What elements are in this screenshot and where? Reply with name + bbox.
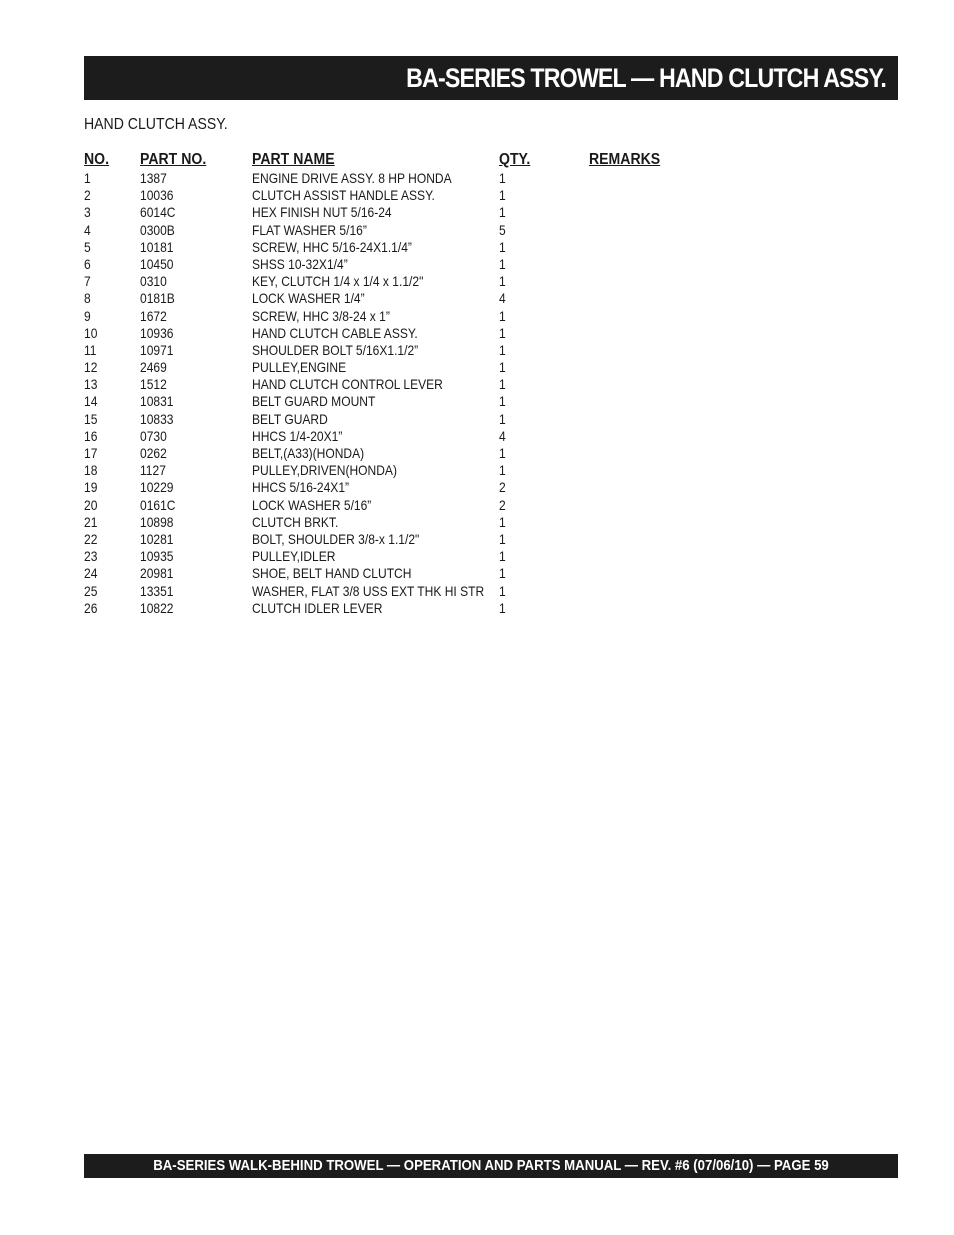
row-part-no: 1387 xyxy=(140,170,167,186)
table-row xyxy=(84,222,784,239)
row-qty: 1 xyxy=(499,599,506,616)
row-part-no: 10450 xyxy=(140,255,174,272)
row-part-no: 10833 xyxy=(140,410,174,427)
column-header-qty: QTY. xyxy=(499,151,531,168)
table-row xyxy=(84,411,784,428)
row-part-name: ENGINE DRIVE ASSY. 8 HP HONDA xyxy=(252,170,452,186)
row-part-name: LOCK WASHER 5/16” xyxy=(252,496,372,513)
row-number: 8 xyxy=(84,290,91,307)
table-row xyxy=(84,256,784,273)
row-part-name: SHOULDER BOLT 5/16X1.1/2” xyxy=(252,341,419,358)
row-qty: 1 xyxy=(499,341,506,358)
table-row xyxy=(84,479,784,496)
table-row xyxy=(84,548,784,565)
row-part-no: 20981 xyxy=(140,565,174,582)
row-part-no: 10898 xyxy=(140,513,174,530)
row-part-no: 6014C xyxy=(140,204,176,221)
row-qty: 1 xyxy=(499,324,506,341)
row-number: 4 xyxy=(84,221,91,238)
column-header-no: NO. xyxy=(84,151,110,168)
table-row xyxy=(84,565,784,582)
table-row xyxy=(84,342,784,359)
table-row xyxy=(84,600,784,617)
row-number: 11 xyxy=(84,341,97,358)
table-row xyxy=(84,325,784,342)
row-part-name: SCREW, HHC 5/16-24X1.1/4” xyxy=(252,238,412,255)
row-qty: 1 xyxy=(499,462,506,479)
table-row xyxy=(84,308,784,325)
row-qty: 4 xyxy=(499,290,506,307)
row-qty: 5 xyxy=(499,221,506,238)
row-number: 10 xyxy=(84,324,98,341)
table-row xyxy=(84,514,784,531)
parts-table-header xyxy=(84,150,784,170)
row-part-no: 10822 xyxy=(140,599,174,616)
row-number: 12 xyxy=(84,359,98,376)
row-part-name: HEX FINISH NUT 5/16-24 xyxy=(252,204,392,221)
row-part-name: CLUTCH ASSIST HANDLE ASSY. xyxy=(252,187,435,204)
row-part-no: 0730 xyxy=(140,427,167,444)
row-qty: 1 xyxy=(499,565,506,582)
parts-table xyxy=(84,150,784,617)
row-part-no: 10229 xyxy=(140,479,174,496)
row-number: 26 xyxy=(84,599,98,616)
row-part-name: FLAT WASHER 5/16” xyxy=(252,221,367,238)
row-number: 6 xyxy=(84,255,91,272)
row-part-name: BELT GUARD xyxy=(252,410,328,427)
row-number: 19 xyxy=(84,479,98,496)
row-number: 1 xyxy=(84,170,91,186)
row-qty: 1 xyxy=(499,445,506,461)
row-part-no: 10936 xyxy=(140,324,174,341)
table-row xyxy=(84,187,784,204)
row-part-name: SCREW, HHC 3/8-24 x 1” xyxy=(252,307,390,324)
table-row xyxy=(84,273,784,290)
row-part-name: HHCS 1/4-20X1” xyxy=(252,427,343,444)
table-row xyxy=(84,428,784,445)
row-qty: 2 xyxy=(499,479,506,496)
row-part-no: 10281 xyxy=(140,530,174,547)
row-number: 7 xyxy=(84,273,91,290)
table-row xyxy=(84,462,784,479)
row-part-no: 1127 xyxy=(140,462,166,479)
row-part-name: CLUTCH BRKT. xyxy=(252,513,339,530)
page-footer: BA-SERIES WALK-BEHIND TROWEL — OPERATION AND PARTS MANUAL — REV. #6 (07/06/10) — PAGE 59 xyxy=(153,1157,829,1174)
table-row xyxy=(84,393,784,410)
row-number: 18 xyxy=(84,462,98,479)
row-part-name: HAND CLUTCH CABLE ASSY. xyxy=(252,324,418,341)
row-part-name: SHOE, BELT HAND CLUTCH xyxy=(252,565,412,582)
section-title: HAND CLUTCH ASSY. xyxy=(84,116,228,133)
row-number: 23 xyxy=(84,548,98,565)
row-part-no: 10036 xyxy=(140,187,174,204)
row-number: 15 xyxy=(84,410,98,427)
row-part-no: 1512 xyxy=(140,376,167,393)
row-qty: 1 xyxy=(499,530,506,547)
row-qty: 1 xyxy=(499,393,506,410)
row-number: 2 xyxy=(84,187,91,204)
row-part-no: 1672 xyxy=(140,307,167,324)
row-part-no: 0181B xyxy=(140,290,175,307)
row-qty: 1 xyxy=(499,238,506,255)
row-qty: 1 xyxy=(499,255,506,272)
row-part-no: 2469 xyxy=(140,359,167,376)
row-part-no: 10935 xyxy=(140,548,174,565)
table-row xyxy=(84,445,784,462)
row-part-name: BELT,(A33)(HONDA) xyxy=(252,445,365,461)
row-qty: 1 xyxy=(499,582,506,599)
row-qty: 1 xyxy=(499,187,506,204)
row-number: 5 xyxy=(84,238,91,255)
table-row xyxy=(84,583,784,600)
table-row xyxy=(84,170,784,187)
table-row xyxy=(84,359,784,376)
row-part-name: LOCK WASHER 1/4” xyxy=(252,290,365,307)
row-part-name: HHCS 5/16-24X1” xyxy=(252,479,350,496)
row-part-name: WASHER, FLAT 3/8 USS EXT THK HI STR xyxy=(252,582,485,599)
table-row xyxy=(84,204,784,221)
row-number: 3 xyxy=(84,204,91,221)
row-number: 16 xyxy=(84,427,98,444)
column-header-part-no: PART NO. xyxy=(140,151,207,168)
table-row xyxy=(84,497,784,514)
row-qty: 4 xyxy=(499,427,506,444)
row-part-no: 13351 xyxy=(140,582,174,599)
row-qty: 1 xyxy=(499,513,506,530)
row-qty: 1 xyxy=(499,376,506,393)
row-qty: 2 xyxy=(499,496,506,513)
row-number: 13 xyxy=(84,376,98,393)
row-part-name: HAND CLUTCH CONTROL LEVER xyxy=(252,376,443,393)
column-header-remarks: REMARKS xyxy=(589,151,661,168)
row-number: 14 xyxy=(84,393,98,410)
row-part-name: CLUTCH IDLER LEVER xyxy=(252,599,383,616)
row-qty: 1 xyxy=(499,359,506,376)
table-row xyxy=(84,239,784,256)
row-part-name: PULLEY,DRIVEN(HONDA) xyxy=(252,462,397,479)
row-part-name: SHSS 10-32X1/4” xyxy=(252,255,348,272)
page-header-bar xyxy=(84,56,898,100)
row-part-name: PULLEY,ENGINE xyxy=(252,359,347,376)
row-number: 24 xyxy=(84,565,98,582)
row-qty: 1 xyxy=(499,307,506,324)
row-number: 17 xyxy=(84,445,98,461)
row-part-name: BOLT, SHOULDER 3/8-x 1.1/2" xyxy=(252,530,420,547)
row-part-no: 10831 xyxy=(140,393,174,410)
row-number: 22 xyxy=(84,530,98,547)
row-part-no: 10181 xyxy=(140,238,174,255)
table-row xyxy=(84,376,784,393)
row-part-name: KEY, CLUTCH 1/4 x 1/4 x 1.1/2" xyxy=(252,273,424,290)
row-part-no: 0161C xyxy=(140,496,176,513)
column-header-part-name: PART NAME xyxy=(252,151,335,168)
table-row xyxy=(84,531,784,548)
row-qty: 1 xyxy=(499,273,506,290)
table-row xyxy=(84,290,784,307)
row-qty: 1 xyxy=(499,548,506,565)
row-number: 20 xyxy=(84,496,98,513)
row-part-no: 10971 xyxy=(140,341,174,358)
row-part-no: 0310 xyxy=(140,273,167,290)
row-part-name: BELT GUARD MOUNT xyxy=(252,393,376,410)
page-footer-bar xyxy=(84,1154,898,1178)
row-number: 21 xyxy=(84,513,98,530)
row-number: 25 xyxy=(84,582,98,599)
page-title: BA-SERIES TROWEL — HAND CLUTCH ASSY. xyxy=(406,63,886,93)
row-qty: 1 xyxy=(499,410,506,427)
row-part-name: PULLEY,IDLER xyxy=(252,548,336,565)
row-part-no: 0262 xyxy=(140,445,167,461)
row-qty: 1 xyxy=(499,170,506,186)
row-number: 9 xyxy=(84,307,91,324)
row-part-no: 0300B xyxy=(140,221,175,238)
row-qty: 1 xyxy=(499,204,506,221)
parts-table-body xyxy=(84,170,784,617)
